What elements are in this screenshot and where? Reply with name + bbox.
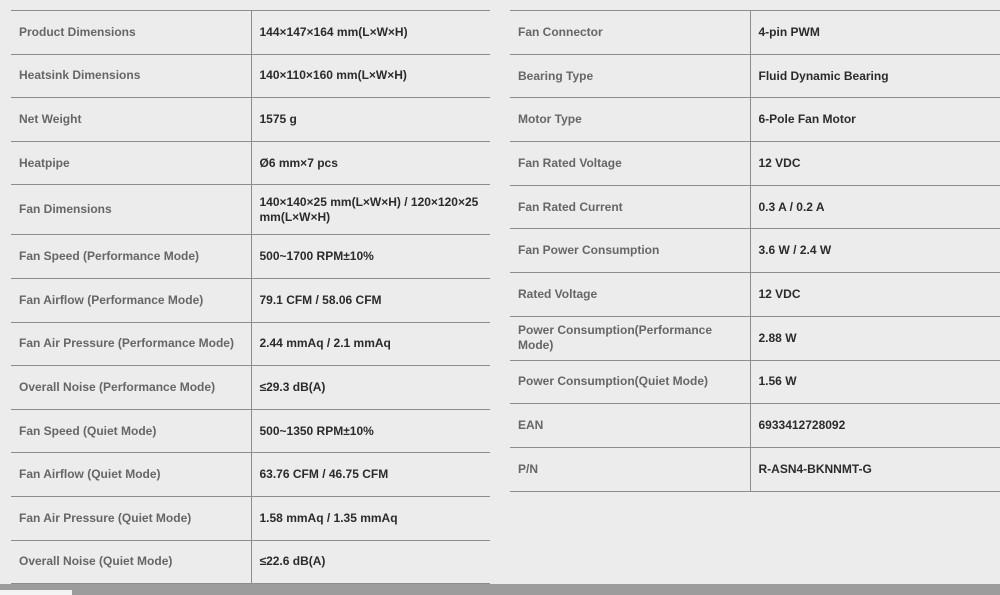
spec-label: Fan Dimensions [11,185,251,235]
spec-row [11,409,490,453]
spec-label: Fan Air Pressure (Performance Mode) [11,322,251,366]
spec-label: Overall Noise (Performance Mode) [11,366,251,410]
spec-label: Fan Rated Voltage [510,142,750,186]
spec-label: Heatsink Dimensions [11,54,251,98]
spec-label: Power Consumption(Quiet Mode) [510,360,750,404]
spec-label: Fan Power Consumption [510,229,750,273]
spec-value: ≤29.3 dB(A) [251,366,490,410]
spec-value: 6933412728092 [750,404,1000,448]
spec-label: Product Dimensions [11,11,251,55]
spec-row [11,235,490,279]
spec-row [510,185,1000,229]
spec-value: ≤22.6 dB(A) [251,540,490,584]
spec-label: Fan Connector [510,11,750,55]
spec-row [510,273,1000,317]
spec-row [510,447,1000,491]
spec-value: 0.3 A / 0.2 A [750,185,1000,229]
spec-label: Fan Rated Current [510,185,750,229]
spec-row [11,185,490,235]
spec-label: Overall Noise (Quiet Mode) [11,540,251,584]
spec-value: 144×147×164 mm(L×W×H) [251,11,490,55]
spec-row [510,360,1000,404]
spec-value: 12 VDC [750,273,1000,317]
spec-value: R-ASN4-BKNNMT-G [750,447,1000,491]
spec-value: 2.88 W [750,316,1000,360]
spec-row [510,54,1000,98]
spec-value: 63.76 CFM / 46.75 CFM [251,453,490,497]
spec-label: Fan Air Pressure (Quiet Mode) [11,496,251,540]
spec-label: Heatpipe [11,141,251,185]
spec-value: 1575 g [251,98,490,142]
spec-label: Fan Speed (Performance Mode) [11,235,251,279]
spec-value: 500~1350 RPM±10% [251,409,490,453]
spec-label: EAN [510,404,750,448]
spec-row [11,366,490,410]
specs-table-left [11,10,490,584]
spec-row [11,496,490,540]
spec-value: 1.58 mmAq / 1.35 mmAq [251,496,490,540]
spec-label: Bearing Type [510,54,750,98]
spec-label: Motor Type [510,98,750,142]
specs-table-right [510,10,1000,492]
spec-value: 3.6 W / 2.4 W [750,229,1000,273]
footer-bar [0,584,1000,595]
spec-row [11,322,490,366]
spec-row [510,229,1000,273]
spec-row [11,54,490,98]
spec-row [510,142,1000,186]
spec-value: Fluid Dynamic Bearing [750,54,1000,98]
spec-value: 79.1 CFM / 58.06 CFM [251,278,490,322]
spec-value: 140×140×25 mm(L×W×H) / 120×120×25 mm(L×W×H) [251,185,490,235]
spec-label: Power Consumption(Performance Mode) [510,316,750,360]
spec-row [11,11,490,55]
spec-row [510,98,1000,142]
spec-row [11,453,490,497]
spec-row [11,278,490,322]
spec-value: 4-pin PWM [750,11,1000,55]
spec-row [11,141,490,185]
footer-notch [0,590,72,595]
spec-value: Ø6 mm×7 pcs [251,141,490,185]
spec-row [510,11,1000,55]
spec-value: 140×110×160 mm(L×W×H) [251,54,490,98]
spec-label: P/N [510,447,750,491]
spec-row [510,316,1000,360]
spec-label: Net Weight [11,98,251,142]
spec-label: Fan Speed (Quiet Mode) [11,409,251,453]
spec-row [510,404,1000,448]
spec-row [11,540,490,584]
spec-label: Rated Voltage [510,273,750,317]
spec-value: 1.56 W [750,360,1000,404]
spec-value: 12 VDC [750,142,1000,186]
spec-value: 500~1700 RPM±10% [251,235,490,279]
spec-value: 6-Pole Fan Motor [750,98,1000,142]
spec-label: Fan Airflow (Quiet Mode) [11,453,251,497]
spec-label: Fan Airflow (Performance Mode) [11,278,251,322]
spec-value: 2.44 mmAq / 2.1 mmAq [251,322,490,366]
spec-row [11,98,490,142]
